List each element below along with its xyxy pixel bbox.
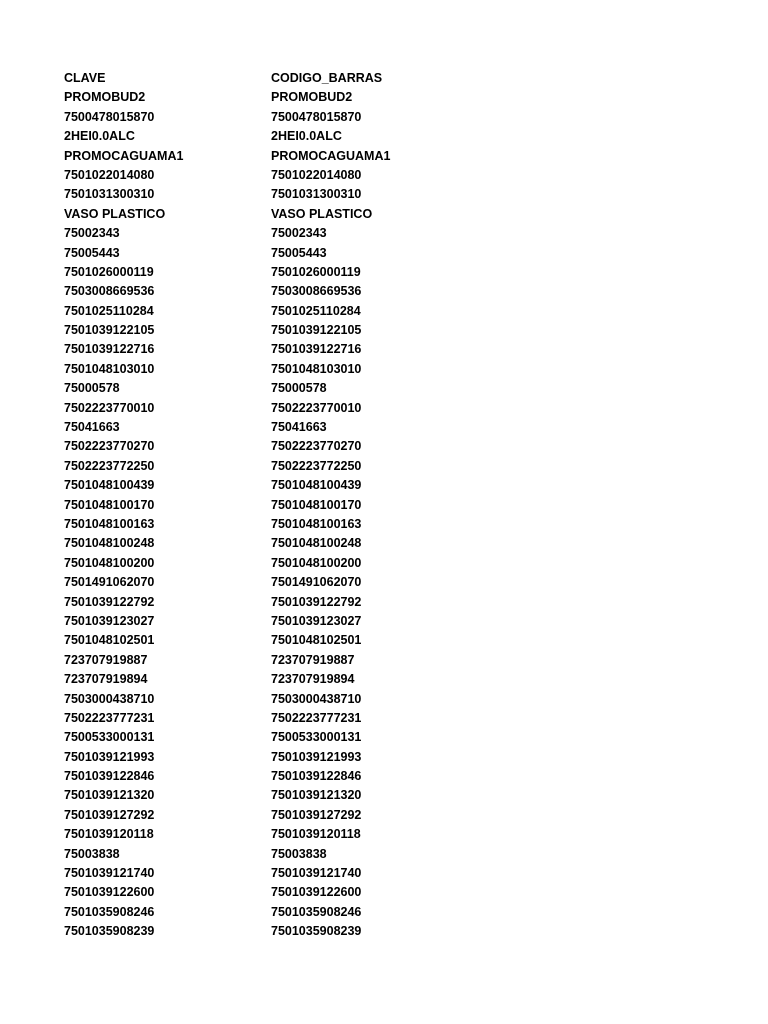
cell-codigo-barras: 7501039120118 [271, 827, 361, 842]
cell-clave: 7501048100439 [64, 478, 155, 493]
cell-clave: 7502223770010 [64, 400, 155, 415]
cell-clave: 7502223772250 [64, 458, 155, 473]
cell-codigo-barras: 7501039122846 [271, 769, 362, 784]
table-row [64, 709, 704, 728]
cell-clave: 7501039122600 [64, 885, 155, 900]
cell-clave: 75041663 [64, 420, 120, 435]
header-codigo-barras: CODIGO_BARRAS [271, 71, 383, 85]
table-row [64, 437, 704, 456]
cell-codigo-barras: 7501039122600 [271, 885, 362, 900]
table-row [64, 651, 704, 670]
table-row [64, 321, 704, 340]
cell-codigo-barras: 7502223777231 [271, 710, 362, 725]
cell-codigo-barras: 75005443 [271, 245, 327, 260]
cell-clave: 7501039122105 [64, 323, 155, 338]
table-row [64, 108, 704, 127]
cell-codigo-barras: 7501039121740 [271, 866, 362, 881]
table-row [64, 476, 704, 495]
cell-codigo-barras: 7501039122792 [271, 594, 362, 609]
cell-codigo-barras: 7501048102501 [271, 633, 362, 648]
cell-clave: PROMOBUD2 [64, 90, 146, 105]
cell-codigo-barras: 7501025110284 [271, 303, 361, 318]
table-row [64, 883, 704, 902]
cell-codigo-barras: 7501048100439 [271, 478, 362, 493]
cell-clave: 7501035908246 [64, 904, 155, 919]
table-row [64, 88, 704, 107]
cell-codigo-barras: 7500533000131 [271, 730, 362, 745]
cell-clave: 7501039121993 [64, 749, 155, 764]
table-row [64, 612, 704, 631]
table-row [64, 670, 704, 689]
table-row [64, 515, 704, 534]
table-row [64, 825, 704, 844]
cell-codigo-barras: 75003838 [271, 846, 327, 861]
table-row [64, 767, 704, 786]
cell-clave: 7501039121320 [64, 788, 155, 803]
cell-clave: 7501039123027 [64, 613, 155, 628]
table-row [64, 457, 704, 476]
cell-clave: 7501035908239 [64, 924, 155, 939]
cell-codigo-barras: 7501039123027 [271, 613, 362, 628]
cell-clave: 723707919887 [64, 652, 148, 667]
cell-clave: 7501025110284 [64, 303, 154, 318]
cell-codigo-barras: 7501491062070 [271, 575, 362, 590]
table-row [64, 903, 704, 922]
cell-codigo-barras: 7501048100248 [271, 536, 362, 551]
cell-codigo-barras: 7502223772250 [271, 458, 362, 473]
table-row [64, 185, 704, 204]
cell-clave: VASO PLASTICO [64, 206, 166, 221]
cell-codigo-barras: 723707919894 [271, 672, 355, 687]
table-row [64, 205, 704, 224]
cell-clave: 75003838 [64, 846, 120, 861]
table-row [64, 302, 704, 321]
cell-clave: 7501039120118 [64, 827, 154, 842]
cell-clave: 7501491062070 [64, 575, 155, 590]
table-row [64, 166, 704, 185]
table-row [64, 845, 704, 864]
cell-codigo-barras: 7501035908246 [271, 904, 362, 919]
table-row [64, 379, 704, 398]
table-row [64, 786, 704, 805]
cell-codigo-barras: 7501048100163 [271, 516, 362, 531]
cell-codigo-barras: 7501022014080 [271, 167, 362, 182]
cell-codigo-barras: 7500478015870 [271, 109, 362, 124]
table-body [64, 88, 704, 941]
cell-codigo-barras: 7501048100170 [271, 497, 362, 512]
cell-codigo-barras: 7501039122716 [271, 342, 362, 357]
cell-codigo-barras: 7501031300310 [271, 187, 362, 202]
cell-clave: 7501039122716 [64, 342, 155, 357]
cell-clave: 7501039121740 [64, 866, 155, 881]
data-table [64, 69, 704, 942]
cell-clave: 7501048100170 [64, 497, 155, 512]
header-clave: CLAVE [64, 71, 106, 85]
cell-codigo-barras: 7502223770010 [271, 400, 362, 415]
cell-clave: 7502223777231 [64, 710, 155, 725]
cell-clave: 7503008669536 [64, 284, 155, 299]
table-row [64, 690, 704, 709]
table-row [64, 496, 704, 515]
cell-clave: 7502223770270 [64, 439, 155, 454]
cell-codigo-barras: 7501039122105 [271, 323, 362, 338]
cell-codigo-barras: 7501039121993 [271, 749, 362, 764]
cell-codigo-barras: PROMOCAGUAMA1 [271, 148, 391, 163]
cell-codigo-barras: 7501026000119 [271, 264, 361, 279]
cell-clave: 7501048100163 [64, 516, 155, 531]
cell-codigo-barras: 7501035908239 [271, 924, 362, 939]
table-row [64, 748, 704, 767]
cell-codigo-barras: 2HEI0.0ALC [271, 129, 342, 144]
table-row [64, 922, 704, 941]
table-row [64, 631, 704, 650]
cell-codigo-barras: 75000578 [271, 381, 327, 396]
table-row [64, 244, 704, 263]
table-row [64, 147, 704, 166]
cell-clave: 7501039122792 [64, 594, 155, 609]
table-row [64, 573, 704, 592]
cell-clave: 7501026000119 [64, 264, 154, 279]
table-row [64, 554, 704, 573]
table-row [64, 127, 704, 146]
cell-codigo-barras: 75002343 [271, 226, 327, 241]
table-row [64, 418, 704, 437]
table-row [64, 263, 704, 282]
cell-codigo-barras: 7501048100200 [271, 555, 362, 570]
cell-clave: 7503000438710 [64, 691, 155, 706]
cell-clave: 7501048102501 [64, 633, 155, 648]
table-row [64, 399, 704, 418]
cell-clave: 7501039127292 [64, 807, 155, 822]
cell-clave: PROMOCAGUAMA1 [64, 148, 184, 163]
table-row [64, 806, 704, 825]
cell-clave: 7501039122846 [64, 769, 155, 784]
table-row [64, 864, 704, 883]
cell-codigo-barras: 75041663 [271, 420, 327, 435]
table-row [64, 360, 704, 379]
cell-codigo-barras: 7501039127292 [271, 807, 362, 822]
table-header-row [64, 69, 704, 88]
cell-clave: 75000578 [64, 381, 120, 396]
table-row [64, 534, 704, 553]
cell-codigo-barras: 723707919887 [271, 652, 355, 667]
cell-codigo-barras: PROMOBUD2 [271, 90, 353, 105]
table-row [64, 593, 704, 612]
cell-codigo-barras: VASO PLASTICO [271, 206, 373, 221]
cell-clave: 7501048100248 [64, 536, 155, 551]
cell-clave: 7500533000131 [64, 730, 155, 745]
table-row [64, 282, 704, 301]
table-row [64, 728, 704, 747]
cell-codigo-barras: 7501048103010 [271, 361, 362, 376]
cell-clave: 7501031300310 [64, 187, 155, 202]
cell-clave: 2HEI0.0ALC [64, 129, 135, 144]
cell-clave: 7501048103010 [64, 361, 155, 376]
cell-clave: 7500478015870 [64, 109, 155, 124]
cell-clave: 7501022014080 [64, 167, 155, 182]
table-row [64, 340, 704, 359]
cell-clave: 75002343 [64, 226, 120, 241]
cell-clave: 723707919894 [64, 672, 148, 687]
cell-codigo-barras: 7502223770270 [271, 439, 362, 454]
cell-clave: 7501048100200 [64, 555, 155, 570]
cell-clave: 75005443 [64, 245, 120, 260]
cell-codigo-barras: 7503000438710 [271, 691, 362, 706]
cell-codigo-barras: 7503008669536 [271, 284, 362, 299]
cell-codigo-barras: 7501039121320 [271, 788, 362, 803]
table-row [64, 224, 704, 243]
